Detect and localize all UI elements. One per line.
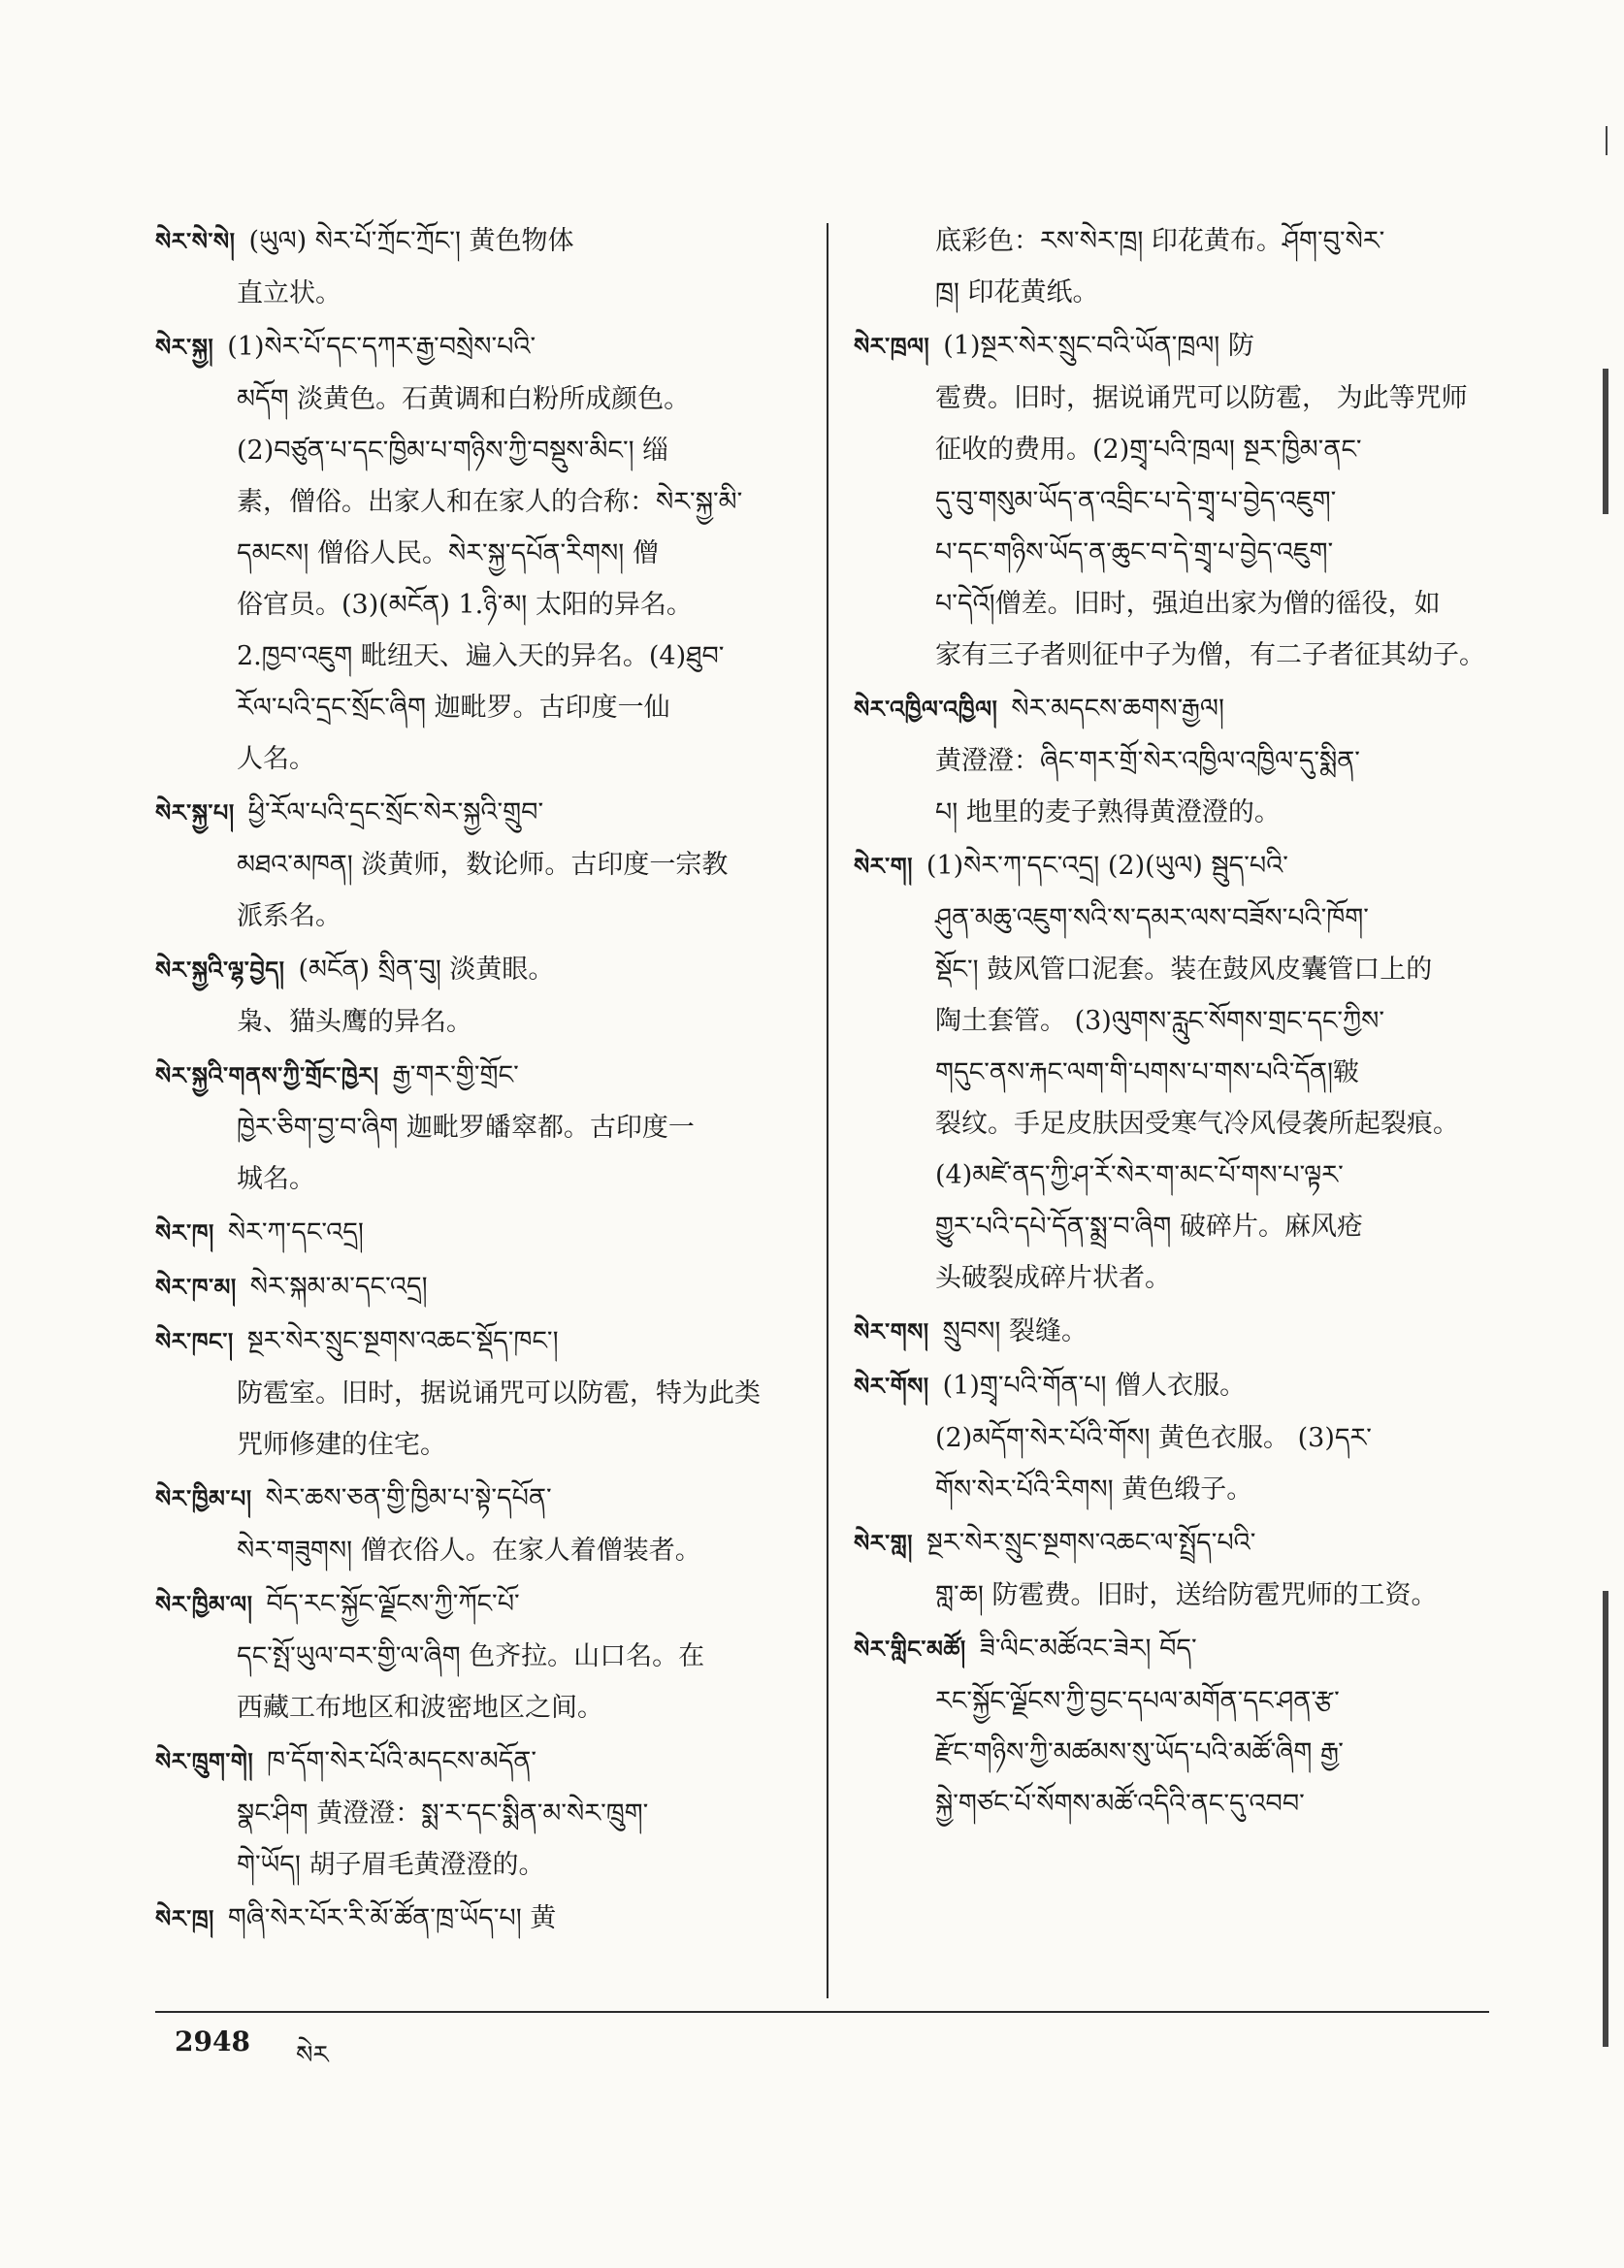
entry-definition: ཟི་ལིང་མཚོའང་ཟེར། བོད་ xyxy=(979,1634,1197,1664)
entry-first-line xyxy=(155,1589,520,1619)
entry-definition: ཁ་དོག་སེར་པོའི་མདངས་མདོན་ xyxy=(267,1746,537,1776)
entry-continuation: 俗官员。(3)(མངོན) 1.ཉི་མ། 太阳的异名。 xyxy=(237,590,693,620)
entry-continuation: 咒师修建的住宅。 xyxy=(237,1430,446,1460)
entry-continuation: གདུང་ནས་རྐང་ལག་གི་པགས་པ་གས་པའི་དོན།皲 xyxy=(935,1057,1360,1087)
entry-continuation: 西藏工布地区和波密地区之间。 xyxy=(237,1693,603,1723)
entry-first-line xyxy=(854,1634,1197,1664)
entry-definition: སེར་ཀ་དང་འདྲ། xyxy=(227,1217,364,1247)
entry-continuation: གྱུར་པའི་དཔེ་དོན་སྨྲ་བ་ཞིག 破碎片。麻风疮 xyxy=(935,1212,1363,1242)
dictionary-entry xyxy=(155,321,800,785)
entry-definition: སྔར་སེར་སྲུང་སྔགས་འཆང་སྡོད་ཁང་། xyxy=(246,1326,559,1356)
entry-first-line xyxy=(155,1217,364,1247)
entry-definition: (1)གྲྭ་པའི་གོན་པ། 僧人衣服。 xyxy=(942,1371,1247,1401)
entry-first-line xyxy=(155,955,554,985)
entry-definition: སེར་མདངས་ཆགས་རྒྱལ། xyxy=(1011,694,1224,724)
entry-continuation: 黄澄澄：ཞིང་གར་གྲོ་སེར་འཁྱིལ་འཁྱིལ་དུ་སྨིན་ xyxy=(935,746,1360,776)
dictionary-entry xyxy=(155,1207,800,1259)
entry-continuation: 枭、猫头鹰的异名。 xyxy=(237,1007,472,1037)
entry-continuation: 征收的费用。(2)གྲྭ་པའི་ཁྲལ། སྔར་ཁྱིམ་ནང་ xyxy=(935,435,1362,465)
entry-headword: སེར་ཁྱིམ་པ། xyxy=(155,1485,252,1512)
entry-continuation: མཐའ་མཁན། 淡黄师，数论师。古印度一宗教 xyxy=(237,850,729,880)
entry-definition: གཞི་སེར་པོར་རི་མོ་ཚོན་ཁྲ་ཡོད་པ། 黄 xyxy=(227,1903,557,1933)
entry-continuation: རོལ་པའི་དྲང་སྲོང་ཞིག 迦毗罗。古印度一仙 xyxy=(237,693,670,723)
dictionary-entry xyxy=(155,1578,800,1733)
entry-definition: (ཡུལ) སེར་པོ་ཀྲོང་ཀྲོང་། 黄色物体 xyxy=(248,226,574,256)
page-number: 2948 xyxy=(175,2025,250,2057)
entry-continuation: 裂纹。手足皮肤因受寒气冷风侵袭所起裂痕。 xyxy=(935,1109,1459,1139)
entry-headword: སེར་སེ་སེ། xyxy=(155,228,236,255)
entry-continuation: 雹费。旧时，据说诵咒可以防雹， 为此等咒师 xyxy=(935,383,1468,413)
entry-first-line xyxy=(155,1746,536,1776)
entry-continuation: དམངས། 僧俗人民。སེར་སྐྱ་དཔོན་རིགས། 僧 xyxy=(237,538,659,568)
dictionary-entry xyxy=(854,1306,1489,1358)
entry-continuation: (2)བཙུན་པ་དང་ཁྱིམ་པ་གཉིས་ཀྱི་བསྡུས་མིང་། 缁 xyxy=(237,436,669,466)
entry-headword: སེར་ཁང་། xyxy=(155,1328,234,1355)
entry-continuation: 素，僧俗。出家人和在家人的合称：སེར་སྐྱ་མི་ xyxy=(237,487,743,517)
dictionary-entry xyxy=(155,1050,800,1205)
entry-headword: སེར་སྐྱ། xyxy=(155,334,214,361)
entry-headword: སེར་འཁྱིལ་འཁྱིལ། xyxy=(854,696,998,723)
entry-continuation: གོས་སེར་པོའི་རིགས། 黄色缎子。 xyxy=(935,1474,1253,1505)
entry-continuation: 家有三子者则征中子为僧，有二子者征其幼子。 xyxy=(935,640,1485,670)
entry-first-line xyxy=(155,1060,519,1090)
entry-definition: (1)སེར་པོ་དང་དཀར་རྒྱ་བསྲེས་པའི་ xyxy=(227,332,536,362)
entry-continuation: 城名。 xyxy=(237,1164,315,1194)
dictionary-entry xyxy=(155,215,800,319)
entry-continuation: དུ་བུ་གསུམ་ཡོད་ན་འབྲིང་པ་དེ་གྲྭ་པ་བྱེད་འཇུག་ xyxy=(935,486,1337,516)
entry-continuation: 人名。 xyxy=(237,744,315,774)
entry-definition: སྲུབས། 裂缝。 xyxy=(942,1316,1088,1346)
entry-headword: སེར་ཁྲལ། xyxy=(854,333,930,360)
dictionary-entry xyxy=(854,1360,1489,1515)
entry-continuation: སེར་གཟུགས། 僧衣俗人。在家人着僧装者。 xyxy=(237,1536,701,1566)
entry-first-line xyxy=(155,1903,556,1933)
entry-continuation: པ་དེའོ།僧差。旧时，强迫出家为僧的徭役，如 xyxy=(935,589,1441,619)
entry-headword: སེར་ཁ། xyxy=(155,1219,214,1247)
entry-headword: སེར་ཁྲུག་གེ། xyxy=(155,1748,254,1775)
entry-continuation: སྣང་ཤིག 黄澄澄：སྨ་ར་དང་སྨིན་མ་སེར་ཁྲུག་ xyxy=(237,1798,649,1829)
entry-headword: སེར་སྐྱའི་གནས་ཀྱི་གྲོང་ཁྱེར། xyxy=(155,1062,379,1089)
entry-headword: སེར་ཁ་མ། xyxy=(155,1274,237,1301)
entry-headword: སེར་གས། xyxy=(854,1318,929,1345)
entry-headword: སེར་གོས། xyxy=(854,1373,929,1400)
entry-definition: སྔར་སེར་སྲུང་སྔགས་འཆང་ལ་སྤྲོད་པའི་ xyxy=(926,1528,1256,1558)
dictionary-entry xyxy=(854,1623,1489,1830)
entry-continuation: 头破裂成碎片状者。 xyxy=(935,1263,1171,1293)
dictionary-entry xyxy=(854,215,1489,318)
entry-continuation: རང་སྐྱོང་ལྗོངས་ཀྱི་བྱང་དཔལ་མགོན་དང་ཤན་རྩ་ xyxy=(935,1686,1340,1716)
entry-first-line xyxy=(854,1371,1246,1401)
entry-first-line xyxy=(854,1528,1255,1558)
entry-headword: སེར་སྐྱ་པ། xyxy=(155,799,235,826)
scan-edge-mark xyxy=(1606,126,1608,155)
entry-headword: སེར་ཁྲ། xyxy=(155,1905,214,1932)
entry-continuation: ཁྲ། 印花黄纸。 xyxy=(935,277,1099,308)
entry-continuation: པ་དང་གཉིས་ཡོད་ན་ཆུང་བ་དེ་གྲྭ་པ་བྱེད་འཇུག་ xyxy=(935,537,1334,567)
entry-continuation: (4)མཛེ་ནད་ཀྱི་ཤ་རོ་སེར་ག་མང་པོ་གས་པ་ལྟར་ xyxy=(935,1160,1344,1190)
dictionary-entry xyxy=(854,683,1489,838)
entry-first-line xyxy=(854,331,1254,361)
column-divider xyxy=(827,223,828,1998)
footer-rule xyxy=(155,2011,1489,2013)
dictionary-entry xyxy=(155,1261,800,1313)
entry-continuation: ཁྱེར་ཅིག་བྱ་བ་ཞིག 迦毗罗皤窣都。古印度一 xyxy=(237,1113,695,1143)
entry-headword: སེར་གླ། xyxy=(854,1530,913,1557)
entry-definition: (1)སེར་ཀ་དང་འདྲ། (2)(ཡུལ) སྦུད་པའི་ xyxy=(926,851,1288,881)
entry-definition: ཕྱི་རོལ་པའི་དྲང་སྲོང་སེར་སྐྱའི་གྲུབ་ xyxy=(247,797,544,827)
entry-continuation: གེ་ཡོད། 胡子眉毛黄澄澄的。 xyxy=(237,1850,545,1880)
dictionary-entry xyxy=(854,1517,1489,1621)
scan-edge-mark xyxy=(1603,1591,1608,2047)
entry-definition: 底彩色：རས་སེར་ཁྲ། 印花黄布。ཤོག་བུ་སེར་ xyxy=(935,226,1385,256)
entry-continuation: (2)མདོག་སེར་པོའི་གོས། 黄色衣服。 (3)དར་ xyxy=(935,1423,1372,1453)
entry-continuation: 派系名。 xyxy=(237,901,341,931)
entry-first-line xyxy=(155,1272,428,1302)
entry-continuation: 2.ཁྱབ་འཇུག 毗纽天、遍入天的异名。(4)ཐུབ་ xyxy=(237,641,725,671)
entry-continuation: 直立状。 xyxy=(237,278,341,308)
entry-definition: (1)སྔར་སེར་སྲུང་བའི་ཡོན་ཁྲལ། 防 xyxy=(943,331,1254,361)
entry-definition: བོད་རང་སྐྱོང་ལྗོངས་ཀྱི་ཀོང་པོ་ xyxy=(266,1589,520,1619)
running-head: སེར xyxy=(296,2041,329,2070)
right-column xyxy=(854,215,1489,1831)
entry-continuation: གླ་ཆ། 防雹费。旧时，送给防雹咒师的工资。 xyxy=(935,1580,1438,1610)
scan-edge-mark xyxy=(1603,369,1608,514)
entry-definition: སེར་ཆས་ཅན་གྱི་ཁྱིམ་པ་སྟེ་དཔོན་ xyxy=(265,1483,552,1513)
entry-first-line xyxy=(854,1316,1088,1346)
entry-first-line xyxy=(854,694,1224,724)
entry-continuation: སྐྱེ་གཙང་པོ་སོགས་མཚོ་འདིའི་ནང་དུ་འབབ་ xyxy=(935,1789,1305,1819)
entry-continuation: མདོག 淡黄色。石黄调和白粉所成颜色。 xyxy=(237,384,691,414)
entry-continuation: 防雹室。旧时，据说诵咒可以防雹，特为此类 xyxy=(237,1378,761,1409)
dictionary-entry xyxy=(155,1473,800,1576)
entry-continuation: ཤུན་མཆུ་འཇུག་སའི་ས་དམར་ལས་བཟོས་པའི་ཁོག་ xyxy=(935,903,1369,933)
entry-first-line xyxy=(854,215,1489,267)
entry-continuation: 陶土套管。 (3)ལུགས་རླུང་སོགས་གྲང་དང་ཀྱིས་ xyxy=(935,1006,1385,1036)
entry-headword: སེར་ཁྱིམ་ལ། xyxy=(155,1591,253,1618)
entry-continuation: རྫོང་གཉིས་ཀྱི་མཚམས་སུ་ཡོད་པའི་མཚོ་ཞིག རྒྱ་ xyxy=(935,1737,1344,1767)
entry-first-line xyxy=(854,851,1288,881)
entry-headword: སེར་གླིང་མཚོ། xyxy=(854,1636,966,1663)
dictionary-entry xyxy=(155,787,800,942)
entry-continuation: སྡོང་། 鼓风管口泥套。装在鼓风皮囊管口上的 xyxy=(935,955,1433,985)
entry-definition: རྒྱ་གར་གྱི་གྲོང་ xyxy=(392,1060,519,1090)
entry-headword: སེར་སྐྱའི་ལྷ་བྱེད། xyxy=(155,956,285,984)
left-column xyxy=(155,215,800,1947)
dictionary-entry xyxy=(155,1315,800,1471)
entry-headword: སེར་ག། xyxy=(854,853,913,880)
dictionary-entry xyxy=(854,320,1489,681)
entry-first-line xyxy=(155,332,536,362)
entry-definition: (མངོན) སྲིན་བུ། 淡黄眼。 xyxy=(298,955,555,985)
entry-first-line xyxy=(155,1326,559,1356)
dictionary-entry xyxy=(155,1893,800,1945)
dictionary-entry xyxy=(155,944,800,1048)
entry-definition: སེར་སྐམ་མ་དང་འདྲ། xyxy=(249,1272,428,1302)
entry-continuation: པ། 地里的麦子熟得黄澄澄的。 xyxy=(935,797,1281,827)
dictionary-entry xyxy=(155,1735,800,1891)
entry-first-line xyxy=(155,1483,552,1513)
entry-continuation: དང་སྤོ་ཡུལ་བར་གྱི་ལ་ཞིག 色齐拉。山口名。在 xyxy=(237,1641,705,1671)
entry-first-line xyxy=(155,226,574,256)
dictionary-entry xyxy=(854,840,1489,1304)
entry-first-line xyxy=(155,797,543,827)
